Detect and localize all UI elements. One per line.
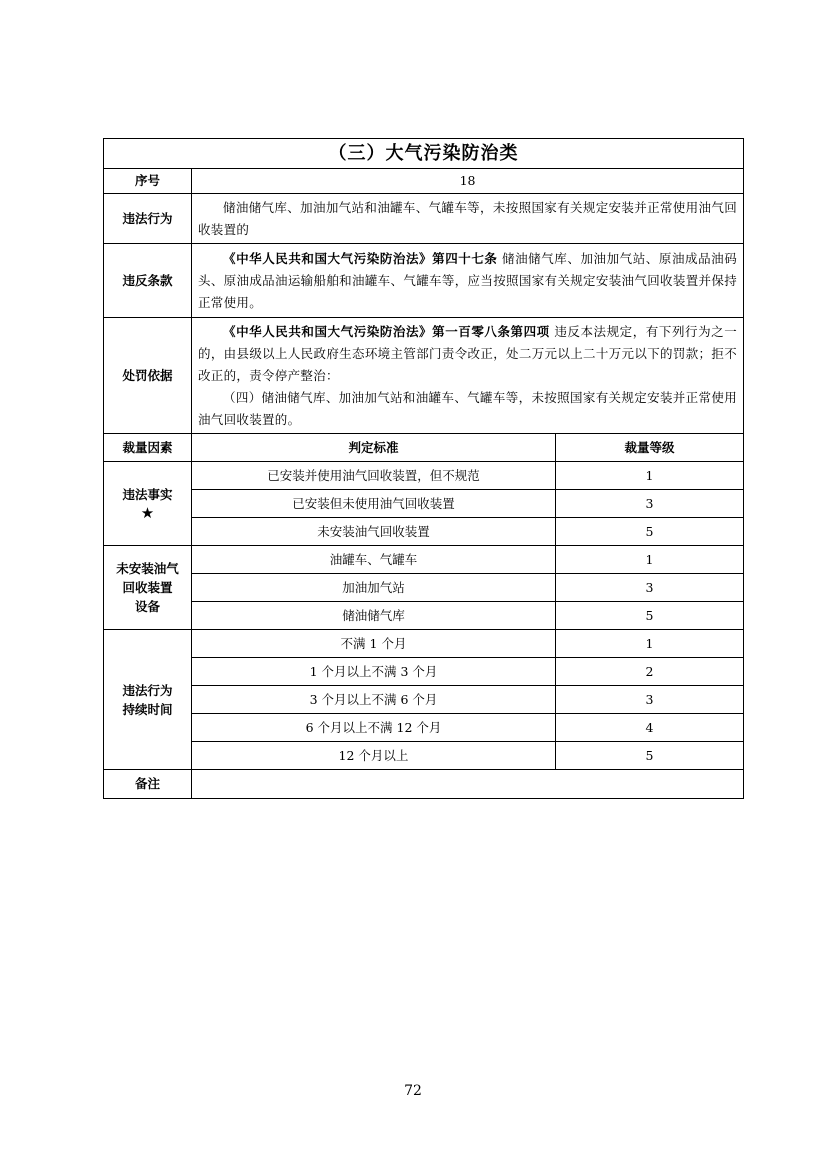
violated-text <box>192 244 744 318</box>
penalty-text <box>192 318 744 434</box>
table-row <box>104 658 744 686</box>
table-row <box>104 714 744 742</box>
standard-cell: 油罐车、气罐车 <box>192 546 556 574</box>
seq-value: 18 <box>192 169 744 194</box>
level-cell: 5 <box>556 742 744 770</box>
violated-law: 《中华人民共和国大气污染防治法》第四十七条 <box>223 250 498 266</box>
violated-body: 储油储气库、加油加气站、原油成品油码头、原油成品油运输船舶和油罐车、气罐车等，应当按照国家有关规定安装油气回收装置并保持正常使用。 <box>198 250 738 310</box>
standard-cell: 12 个月以上 <box>192 742 556 770</box>
factor-header: 裁量因素 <box>104 434 192 462</box>
factor-name <box>104 630 192 770</box>
violated-label: 违反条款 <box>104 244 192 318</box>
level-header: 裁量等级 <box>556 434 744 462</box>
level-cell: 3 <box>556 686 744 714</box>
page-number: 72 <box>404 1083 422 1099</box>
factor-name <box>104 462 192 546</box>
factor-name-line: 违法行为 <box>122 682 173 698</box>
penalty-law: 《中华人民共和国大气污染防治法》第一百零八条第四项 <box>223 323 550 339</box>
level-cell: 3 <box>556 574 744 602</box>
factor-name-line: 回收装置 <box>122 580 173 595</box>
level-cell: 2 <box>556 658 744 686</box>
behavior-label: 违法行为 <box>104 194 192 244</box>
behavior-text: 储油储气库、加油加气站和油罐车、气罐车等，未按照国家有关规定安装并正常使用油气回收装置的 <box>192 194 744 244</box>
table-row <box>104 602 744 630</box>
factor-name-line: 未安装油气 <box>116 561 179 576</box>
standard-cell: 储油储气库 <box>192 602 556 630</box>
standard-cell: 不满 1 个月 <box>192 630 556 658</box>
remarks-label: 备注 <box>104 770 192 799</box>
factor-name <box>104 546 192 630</box>
level-cell: 1 <box>556 630 744 658</box>
level-cell: 5 <box>556 602 744 630</box>
standard-cell: 3 个月以上不满 6 个月 <box>192 686 556 714</box>
level-cell: 1 <box>556 546 744 574</box>
table-row <box>104 742 744 770</box>
table-row <box>104 574 744 602</box>
standard-header: 判定标准 <box>192 434 556 462</box>
level-cell: 3 <box>556 490 744 518</box>
discretion-table <box>103 138 744 799</box>
level-cell: 4 <box>556 714 744 742</box>
table-row <box>104 462 744 490</box>
factor-name-line: 违法事实 <box>122 486 173 502</box>
table-row <box>104 490 744 518</box>
standard-cell: 未安装油气回收装置 <box>192 518 556 546</box>
standard-cell: 加油加气站 <box>192 574 556 602</box>
seq-label: 序号 <box>104 169 192 194</box>
table-row <box>104 518 744 546</box>
factor-name-line: 设备 <box>134 599 160 614</box>
penalty-item4: （四）储油储气库、加油加气站和油罐车、气罐车等，未按照国家有关规定安装并正常使用油气回收装置的。 <box>198 389 738 427</box>
table-row <box>104 686 744 714</box>
penalty-body: 违反本法规定，有下列行为之一的，由县级以上人民政府生态环境主管部门责令改正，处二万元以上二十万元以下的罚款；拒不改正的，责令停产整治： <box>198 323 738 383</box>
factor-rows <box>104 462 744 770</box>
standard-cell: 6 个月以上不满 12 个月 <box>192 714 556 742</box>
table-row <box>104 546 744 574</box>
factor-name-line: 持续时间 <box>122 701 173 717</box>
level-cell: 1 <box>556 462 744 490</box>
penalty-label: 处罚依据 <box>104 318 192 434</box>
remarks-value <box>192 770 744 799</box>
table-row <box>104 630 744 658</box>
standard-cell: 已安装并使用油气回收装置，但不规范 <box>192 462 556 490</box>
standard-cell: 已安装但未使用油气回收装置 <box>192 490 556 518</box>
level-cell: 5 <box>556 518 744 546</box>
standard-cell: 1 个月以上不满 3 个月 <box>192 658 556 686</box>
table-title: （三）大气污染防治类 <box>104 139 744 169</box>
star-icon: ★ <box>140 503 155 522</box>
